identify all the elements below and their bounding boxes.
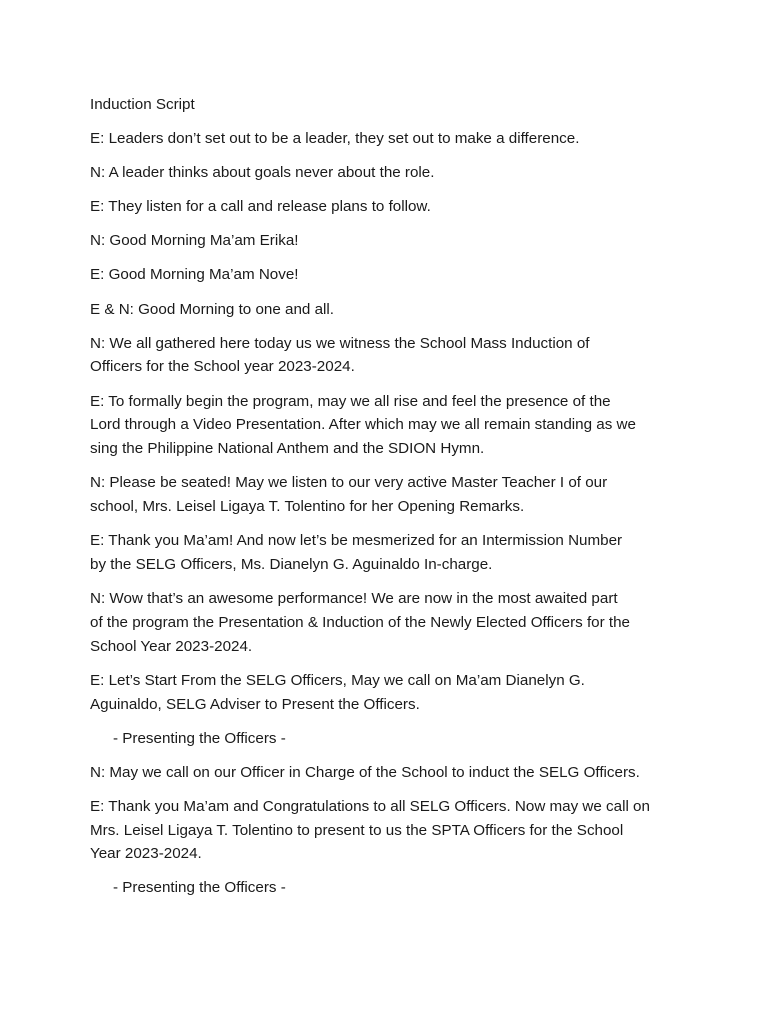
script-line: E: Good Morning Ma’am Nove! bbox=[90, 266, 299, 284]
bullet-item: - Presenting the Officers - bbox=[113, 729, 286, 747]
script-line: N: We all gathered here today us we witness the School Mass Induction of Officers for the School year 2023-2024. bbox=[90, 334, 590, 376]
script-line: E & N: Good Morning to one and all. bbox=[90, 300, 334, 318]
script-line: E: Leaders don’t set out to be a leader, they set out to make a difference. bbox=[90, 130, 580, 148]
document-title: Induction Script bbox=[90, 96, 195, 113]
script-line: E: Thank you Ma’am! And now let’s be mesmerized for an Intermission Number by the SELG Officers, Ms. Dianelyn G. Aguinaldo In-charge. bbox=[90, 532, 623, 573]
script-line: N: Wow that’s an awesome performance! We are now in the most awaited part of the program the Presentation & Induction of the Newly Elected Officers for the School Year 2023-2024. bbox=[90, 590, 631, 655]
script-line: E: They listen for a call and release plans to follow. bbox=[90, 198, 431, 216]
document-body bbox=[90, 93, 690, 911]
bullet-item: - Presenting the Officers - bbox=[113, 879, 286, 897]
script-line: E: Let’s Start From the SELG Officers, May we call on Ma’am Dianelyn G. Aguinaldo, SELG Adviser to Present the Officers. bbox=[90, 671, 585, 713]
script-line: E: To formally begin the program, may we all rise and feel the presence of the Lord through a Video Presentation. After which may we all remain standing as we sing the Philippine National Anthem and the SDION Hymn. bbox=[90, 392, 636, 458]
script-line: E: Thank you Ma’am and Congratulations to all SELG Officers. Now may we call on Mrs. Leisel Ligaya T. Tolentino to present to us the SPTA Officers for the School Year 2023-2024. bbox=[90, 797, 650, 863]
script-line: N: May we call on our Officer in Charge of the School to induct the SELG Officers. bbox=[90, 763, 640, 781]
script-line: N: Good Morning Ma’am Erika! bbox=[90, 232, 299, 250]
script-line: N: A leader thinks about goals never about the role. bbox=[90, 164, 435, 182]
script-line: N: Please be seated! May we listen to our very active Master Teacher I of our school, Mrs. Leisel Ligaya T. Tolentino for her Opening Remarks. bbox=[90, 474, 608, 516]
